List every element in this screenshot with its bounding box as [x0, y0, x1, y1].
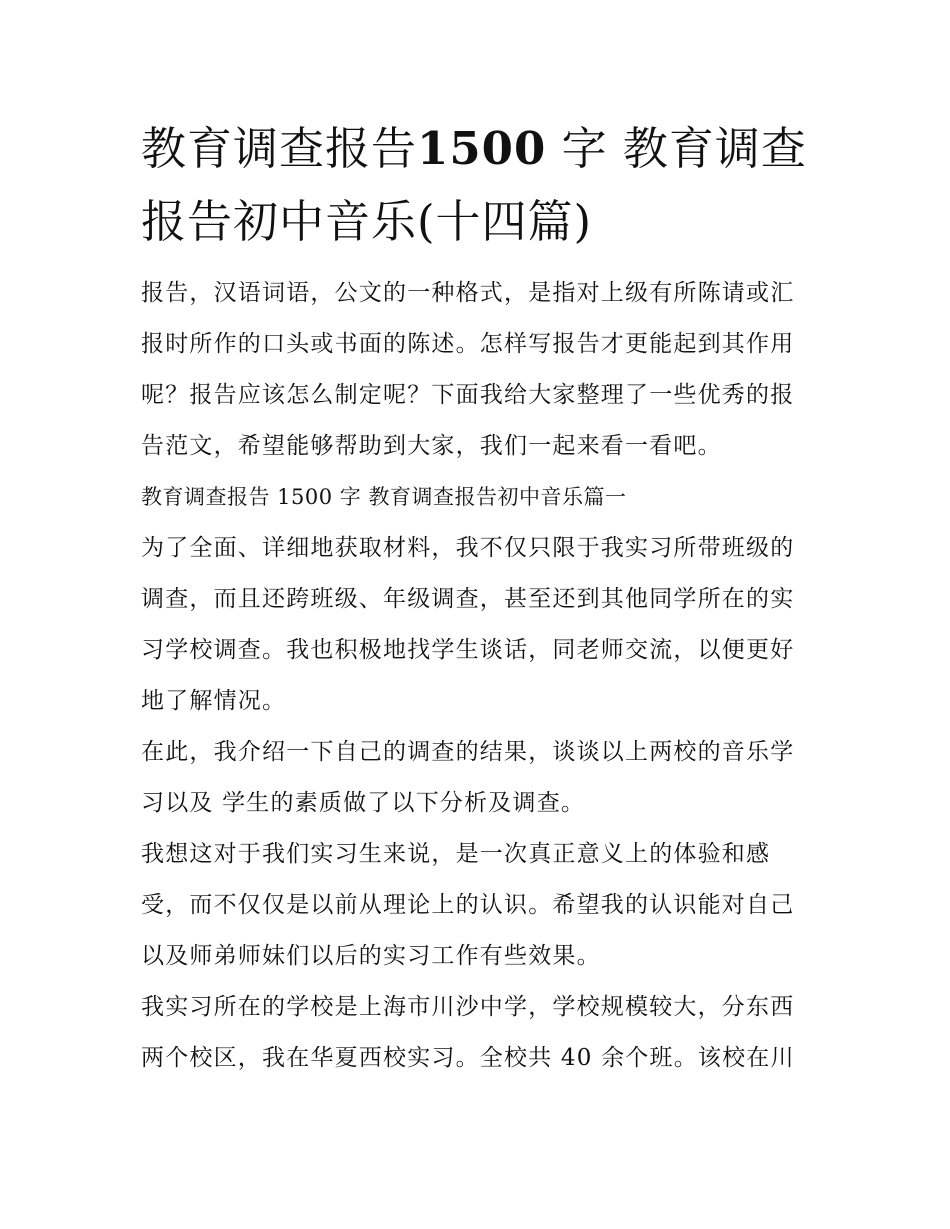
- body-paragraph-3: 我想这对于我们实习生来说，是一次真正意义上的体验和感受，而不仅仅是以前从理论上的认识。希望我的认识能对自己以及师弟师妹们以后的实习工作有些效果。: [141, 841, 795, 969]
- intro-paragraph: 报告，汉语词语，公文的一种格式，是指对上级有所陈请或汇报时所作的口头或书面的陈述。怎样写报告才更能起到其作用呢？报告应该怎么制定呢？下面我给大家整理了一些优秀的报告范文，希望能够帮助到大家，我们一起来看一看吧。: [141, 280, 795, 459]
- title-text-part1: 教育调查报告: [141, 122, 418, 175]
- document-title: [141, 112, 813, 258]
- document-body: [141, 112, 813, 1084]
- body-paragraph-1: 为了全面、详细地获取材料，我不仅只限于我实习所带班级的调查，而且还跨班级、年级调查，甚至还到其他同学所在的实习学校调查。我也积极地找学生谈话，同老师交流，以便更好地了解情况。: [141, 535, 795, 714]
- section-heading: 教育调查报告 1500 字 教育调查报告初中音乐篇一: [141, 485, 627, 509]
- title-text-part2: 字 教育调查报告初中音乐(十四篇): [141, 122, 807, 248]
- body-paragraph-2: 在此，我介绍一下自己的调查的结果，谈谈以上两校的音乐学习以及 学生的素质做了以下分析及调查。: [141, 739, 795, 816]
- body-paragraph-4: 我实习所在的学校是上海市川沙中学，学校规模较大，分东西两个校区，我在华夏西校实习。全校共 40 余个班。该校在川: [141, 994, 795, 1071]
- title-number: 1500: [417, 122, 547, 175]
